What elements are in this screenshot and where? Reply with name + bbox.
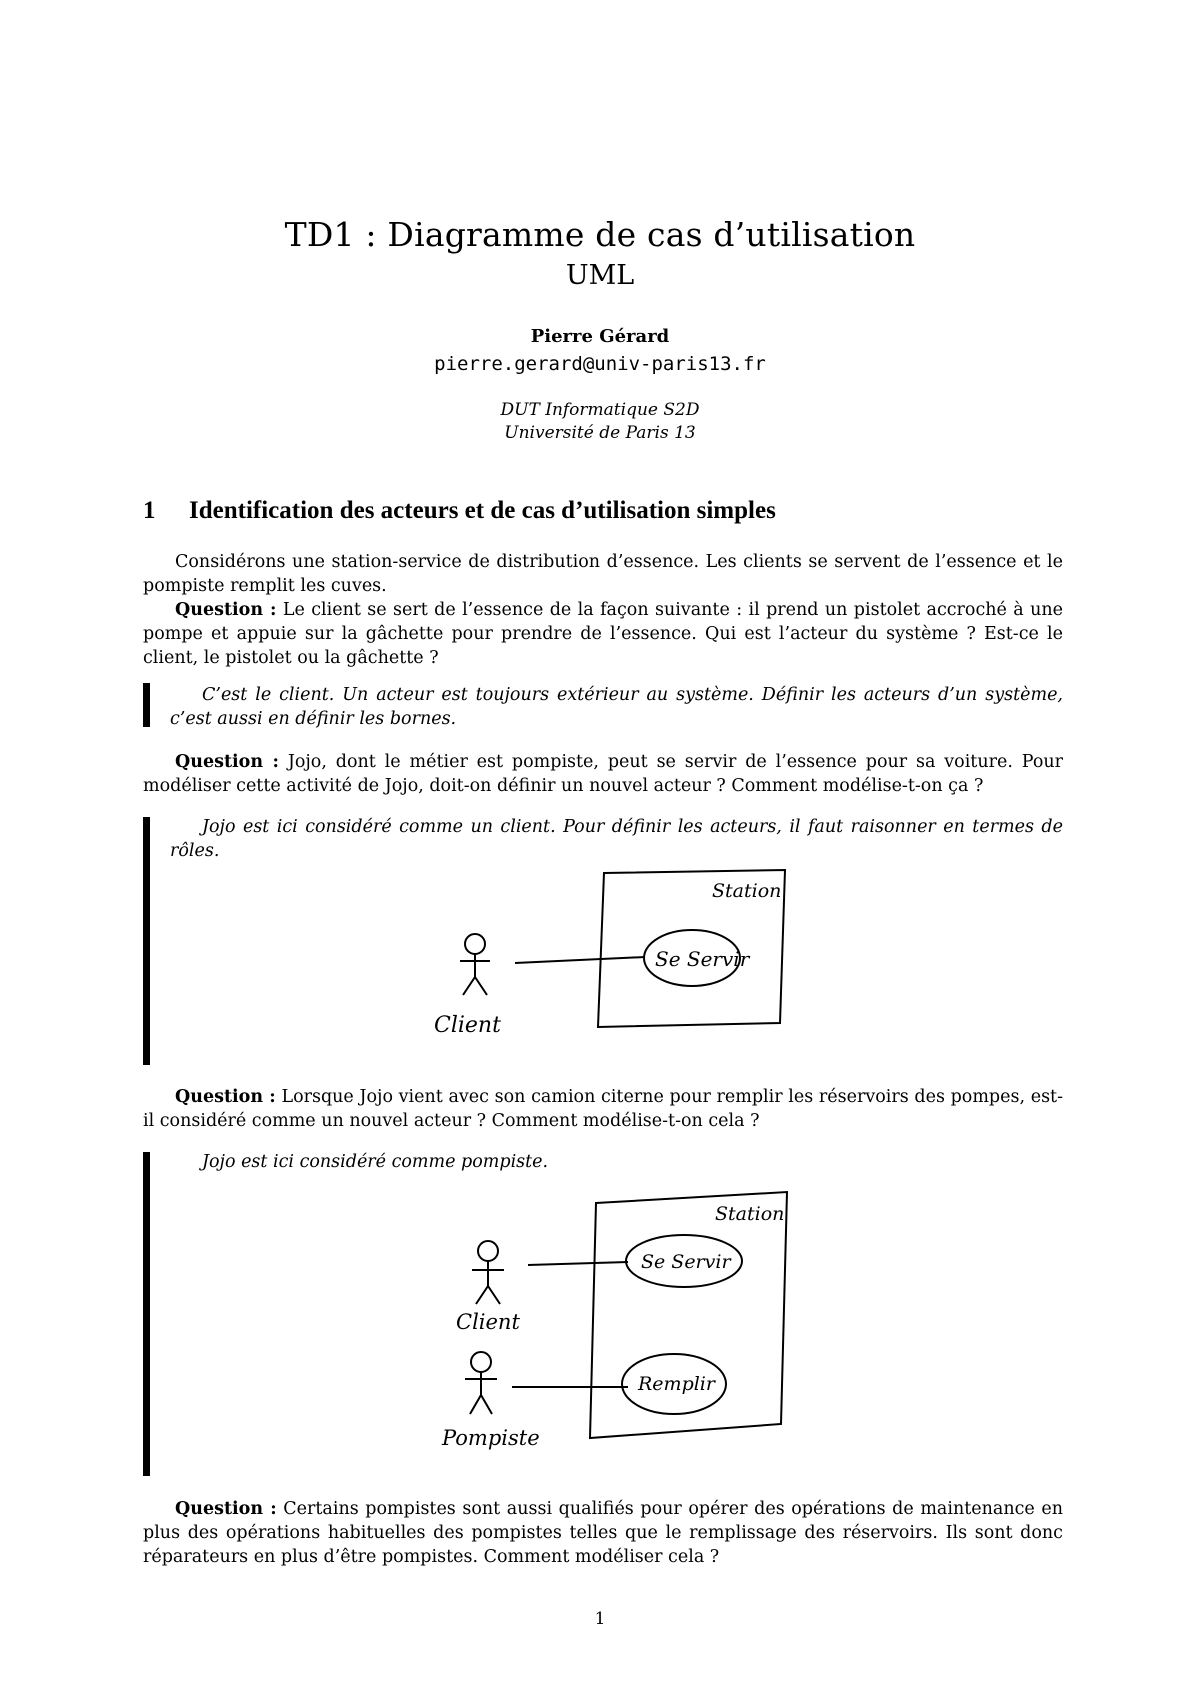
answer-3: Jojo est ici considéré comme pompiste.	[202, 1152, 549, 1172]
question-text: Le client se sert de l’essence de la façon suivante : il prend un pistolet accroché à une pompe et appuie sur la gâchette pour prendre de l’essence. Qui est l’acteur du système ? Est-ce le client, le pistolet ou la gâchette ?	[143, 600, 1063, 668]
author-email: pierre.gerard@univ-paris13.fr	[434, 353, 766, 375]
answer-2: Jojo est ici considéré comme un client. Pour définir les acteurs, il faut raisonner en termes de rôles.	[170, 817, 1063, 861]
use-case-diagram-2	[420, 1188, 800, 1458]
actor-label: Client	[456, 1310, 520, 1334]
use-case-diagram-1	[420, 865, 800, 1045]
question-1	[143, 598, 1063, 670]
question-3	[143, 1085, 1063, 1133]
use-case-label: Se Servir	[641, 1251, 731, 1273]
question-4	[143, 1497, 1063, 1569]
question-label: Question :	[175, 600, 277, 620]
stick-figure-icon	[460, 934, 490, 995]
document-subtitle: UML	[565, 260, 635, 291]
section-heading	[143, 497, 776, 525]
question-label: Question :	[175, 752, 279, 772]
system-label: Station	[715, 1203, 785, 1225]
stick-figure-icon	[465, 1352, 497, 1414]
association-line	[528, 1262, 628, 1265]
association-line	[515, 957, 645, 963]
section-number: 1	[143, 497, 156, 524]
diagram-1-svg	[420, 865, 800, 1045]
page-number: 1	[594, 1609, 606, 1629]
system-boundary	[590, 1192, 787, 1438]
intro-paragraph: Considérons une station-service de distribution d’essence. Les clients se servent de l’essence et le pompiste remplit les cuves.	[143, 552, 1063, 596]
question-2	[143, 750, 1063, 798]
system-label: Station	[712, 880, 782, 902]
question-label: Question :	[175, 1499, 277, 1519]
answer-bar	[143, 683, 150, 727]
question-text: Certains pompistes sont aussi qualifiés pour opérer des opérations de maintenance en plus des opérations habituelles des pompistes telles que le remplissage des réservoirs. Ils sont donc réparateurs en plus d’être pompistes. Comment modéliser cela ?	[143, 1499, 1063, 1567]
actor-label: Pompiste	[442, 1426, 540, 1450]
document-title: TD1 : Diagramme de cas d’utilisation	[284, 215, 916, 254]
use-case-label: Se Servir	[655, 947, 750, 971]
affiliation-university: Université de Paris 13	[504, 423, 696, 443]
answer-bar	[143, 817, 150, 1065]
section-title: Identification des acteurs et de cas d’utilisation simples	[189, 497, 776, 524]
question-label: Question :	[175, 1087, 276, 1107]
use-case-label: Remplir	[638, 1373, 715, 1395]
author-name: Pierre Gérard	[530, 326, 670, 347]
affiliation-program: DUT Informatique S2D	[500, 400, 700, 420]
actor-label: Client	[434, 1013, 501, 1038]
diagram-2-svg	[420, 1188, 800, 1458]
stick-figure-icon	[472, 1241, 504, 1304]
answer-1: C’est le client. Un acteur est toujours extérieur au système. Définir les acteurs d’un système, c’est aussi en définir les bornes.	[170, 685, 1063, 729]
question-text: Lorsque Jojo vient avec son camion citerne pour remplir les réservoirs des pompes, est-il considéré comme un nouvel acteur ? Comment modélise-t-on cela ?	[143, 1087, 1063, 1131]
answer-bar	[143, 1152, 150, 1476]
question-text: Jojo, dont le métier est pompiste, peut se servir de l’essence pour sa voiture. Pour modéliser cette activité de Jojo, doit-on définir un nouvel acteur ? Comment modélise-t-on ça ?	[143, 752, 1063, 796]
